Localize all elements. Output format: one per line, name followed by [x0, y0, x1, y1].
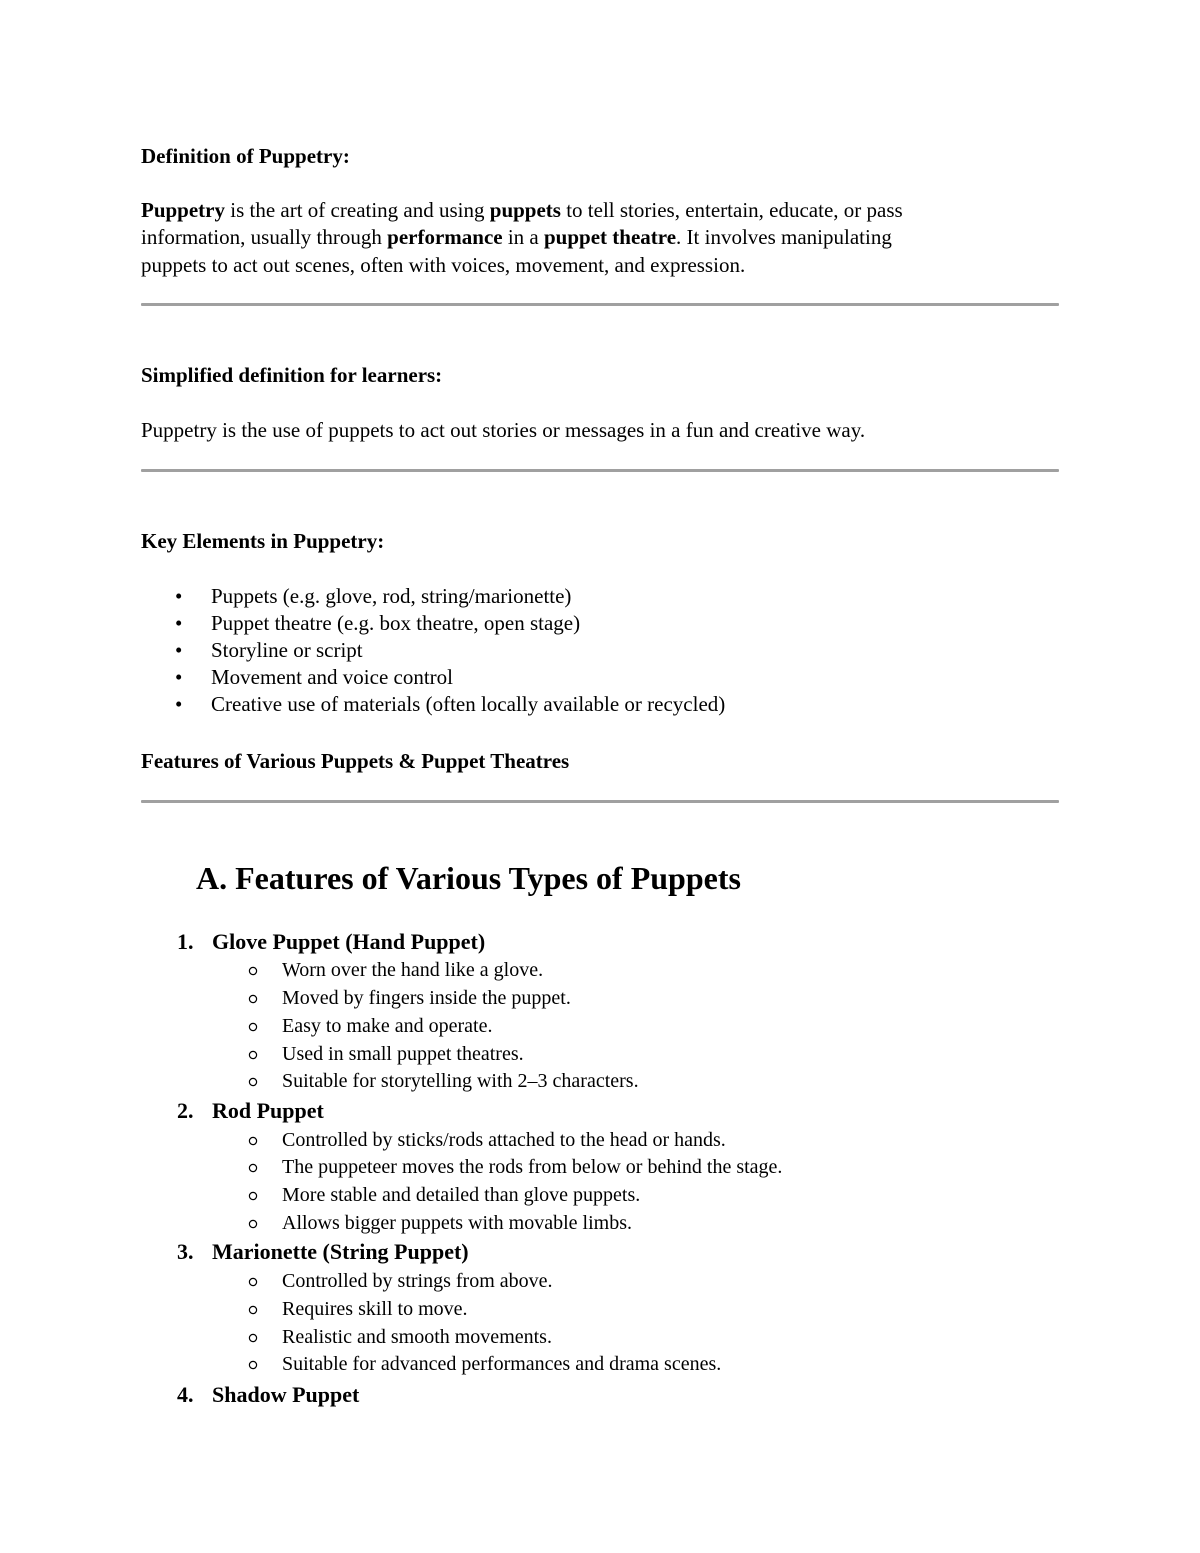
hollow-circle-bullet-icon: [248, 1022, 258, 1032]
hollow-circle-bullet-icon: [248, 994, 258, 1004]
bullet-icon: •: [175, 692, 183, 716]
term-puppets: puppets: [489, 198, 561, 222]
feature-item: Moved by fingers inside the puppet.: [282, 987, 571, 1009]
definition-line-2: [141, 224, 892, 251]
bullet-icon: •: [175, 611, 183, 635]
hollow-circle-bullet-icon: [248, 1050, 258, 1060]
horizontal-rule: [141, 303, 1059, 306]
hollow-circle-bullet-icon: [248, 1360, 258, 1370]
simplified-heading: Simplified definition for learners:: [141, 363, 443, 387]
feature-item: Suitable for advanced performances and drama scenes.: [282, 1353, 722, 1375]
horizontal-rule: [141, 469, 1059, 472]
puppet-type-title: Glove Puppet (Hand Puppet): [212, 929, 486, 954]
definition-line-1: [141, 197, 903, 224]
list-number: 1.: [177, 929, 194, 954]
feature-item: Allows bigger puppets with movable limbs.: [282, 1212, 632, 1234]
simplified-text: Puppetry is the use of puppets to act out stories or messages in a fun and creative way.: [141, 418, 866, 442]
puppet-type-title: Marionette (String Puppet): [212, 1239, 469, 1264]
feature-item: Controlled by sticks/rods attached to the head or hands.: [282, 1129, 726, 1151]
feature-item: The puppeteer moves the rods from below or behind the stage.: [282, 1156, 783, 1178]
list-item: Puppets (e.g. glove, rod, string/marionette): [211, 584, 572, 608]
feature-item: Easy to make and operate.: [282, 1015, 493, 1037]
hollow-circle-bullet-icon: [248, 1277, 258, 1287]
feature-item: Used in small puppet theatres.: [282, 1043, 524, 1065]
definition-text: . It involves manipulating: [676, 225, 892, 249]
list-number: 3.: [177, 1239, 194, 1264]
term-puppetry: Puppetry: [141, 198, 225, 222]
hollow-circle-bullet-icon: [248, 1191, 258, 1201]
bullet-icon: •: [175, 665, 183, 689]
hollow-circle-bullet-icon: [248, 1333, 258, 1343]
term-puppet-theatre: puppet theatre: [544, 225, 677, 249]
hollow-circle-bullet-icon: [248, 1077, 258, 1087]
list-item: Creative use of materials (often locally available or recycled): [211, 692, 726, 716]
hollow-circle-bullet-icon: [248, 966, 258, 976]
features-heading: Features of Various Puppets & Puppet Theatres: [141, 749, 570, 773]
key-elements-heading: Key Elements in Puppetry:: [141, 529, 385, 553]
definition-line-3: puppets to act out scenes, often with voices, movement, and expression.: [141, 253, 746, 277]
feature-item: Controlled by strings from above.: [282, 1270, 553, 1292]
definition-heading: Definition of Puppetry:: [141, 144, 350, 168]
section-a-title: A. Features of Various Types of Puppets: [196, 860, 741, 896]
list-item: Puppet theatre (e.g. box theatre, open stage): [211, 611, 581, 635]
list-item: Movement and voice control: [211, 665, 454, 689]
feature-item: More stable and detailed than glove puppets.: [282, 1184, 641, 1206]
bullet-icon: •: [175, 584, 183, 608]
bullet-icon: •: [175, 638, 183, 662]
list-item: Storyline or script: [211, 638, 363, 662]
term-performance: performance: [387, 225, 503, 249]
hollow-circle-bullet-icon: [248, 1219, 258, 1229]
hollow-circle-bullet-icon: [248, 1136, 258, 1146]
hollow-circle-bullet-icon: [248, 1305, 258, 1315]
definition-text: to tell stories, entertain, educate, or pass: [560, 198, 903, 222]
feature-item: Worn over the hand like a glove.: [282, 959, 544, 981]
list-number: 4.: [177, 1382, 194, 1407]
feature-item: Suitable for storytelling with 2–3 characters.: [282, 1070, 639, 1092]
list-number: 2.: [177, 1098, 194, 1123]
horizontal-rule: [141, 800, 1059, 803]
feature-item: Requires skill to move.: [282, 1298, 468, 1320]
puppet-type-title: Rod Puppet: [212, 1098, 324, 1123]
hollow-circle-bullet-icon: [248, 1163, 258, 1173]
puppet-type-title: Shadow Puppet: [212, 1382, 360, 1407]
definition-text: in a: [502, 225, 544, 249]
feature-item: Realistic and smooth movements.: [282, 1326, 552, 1348]
definition-text: information, usually through: [141, 225, 388, 249]
definition-text: is the art of creating and using: [225, 198, 490, 222]
